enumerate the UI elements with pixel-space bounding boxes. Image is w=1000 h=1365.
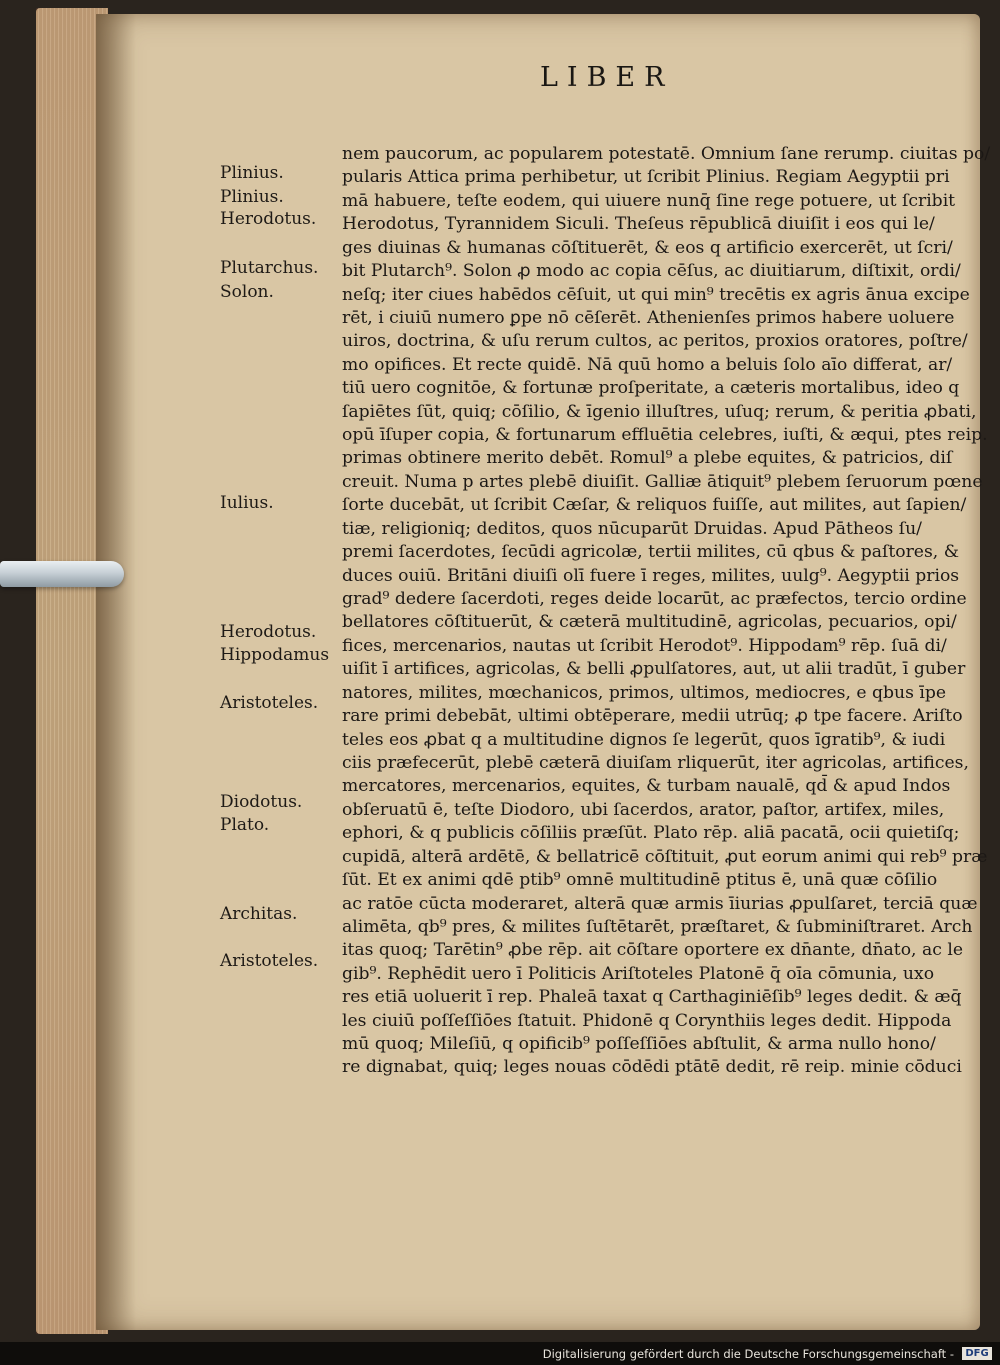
text-line: tiæ, religioniq; deditos, quos nūcuparūt Druidas. Apud Pātheos ſu/ (342, 518, 922, 539)
text-line: natores, milites, mœchanicos, primos, ultimos, mediocres, e qbus īpe (342, 682, 947, 703)
text-line: neſq; iter ciues habēdos cēſuit, ut qui min⁹ trecētis ex agris ānua excipe (342, 284, 970, 305)
dfg-logo: DFG (962, 1347, 992, 1360)
digitization-footer (0, 1342, 1000, 1365)
text-line: bit Plutarch⁹. Solon ꝓ modo ac copia cēſus, ac diuitiarum, diſtixit, ordi/ (342, 261, 961, 282)
text-line: ſūt. Et ex animi qdē ptib⁹ omnē multitudinē ptitus ē, unā quæ cōſilio (342, 870, 938, 891)
text-line: pularis Attica prima perhibetur, ut ſcribit Plinius. Regiam Aegyptii pri (342, 167, 950, 188)
text-line: ac ratōe cūcta moderaret, alterā quæ armis īiurias ꝓpulſaret, terciā quæ (342, 893, 978, 914)
text-line: ephori, & q publicis cōſiliis præſūt. Plato rēp. aliā pacatā, ocii quietiſq; (342, 823, 960, 844)
margin-note: Aristoteles. (220, 693, 319, 713)
text-line: alimēta, qb⁹ pres, & milites ſuſtētarēt, præſtaret, & ſubminiſtraret. Arch (342, 916, 973, 937)
margin-note: Solon. (220, 282, 274, 302)
footer-credit: Digitalisierung gefördert durch die Deutsche Forschungsgemeinschaft - (542, 1347, 954, 1361)
text-line: uiſit ī artifices, agricolas, & belli ꝓpulſatores, aut, ut alii tradūt, ī guber (342, 659, 966, 680)
text-line: grad⁹ dedere ſacerdoti, reges deide locarūt, ac præfectos, tercio ordine (342, 589, 967, 610)
text-line: mā habuere, teſte eodem, qui uiuere nunq̄ ſine rege potuere, ut ſcribit (342, 190, 956, 211)
running-head: LIBER (540, 62, 674, 93)
margin-note: Aristoteles. (220, 951, 319, 971)
spine-shadow (96, 14, 136, 1330)
margin-note: Plato. (220, 815, 270, 835)
text-line: ſapiētes ſūt, quiq; cōſilio, & īgenio illuſtres, uſuq; rerum, & peritia ꝓbati, (342, 401, 977, 422)
text-line: ſorte ducebāt, ut ſcribit Cæſar, & reliquos fuiſſe, aut milites, aut ſapien/ (342, 495, 967, 516)
text-line: ciis præfecerūt, plebē cæterā diuiſam rliquerūt, iter agricolas, artifices, (342, 752, 969, 773)
text-line: opū īſuper copia, & fortunarum effluētia celebres, iuſti, & æqui, ptes reip. (342, 425, 988, 446)
text-line: mū quoq; Mileſiū, q opificib⁹ poſſeſſiōes abſtulit, & arma nullo hono/ (342, 1034, 936, 1055)
text-line: re dignabat, quiq; leges nouas cōdēdi ptātē dedit, rē reip. minie cōduci (342, 1057, 962, 1078)
text-line: ges diuinas & humanas cōſtituerēt, & eos q artificio exercerēt, ut ſcri/ (342, 237, 953, 258)
margin-note: Herodotus. (220, 209, 317, 229)
text-line: rēt, i ciuiū numero ꝑpe nō cēſerēt. Athenienſes primos habere uoluere (342, 307, 955, 328)
margin-note: Plutarchus. (220, 258, 319, 278)
text-line: itas quoq; Tarētin⁹ ꝓbe rēp. ait cōſtare oportere ex dn̄ante, dn̄ato, ac le (342, 940, 963, 961)
text-line: gib⁹. Rephēdit uero ī Politicis Ariſtoteles Platonē q̄ oīa cōmunia, uxo (342, 963, 935, 984)
margin-note: Plinius. (220, 163, 284, 183)
text-line: premi ſacerdotes, ſecūdi agricolæ, tertii milites, cū qbus & paſtores, & (342, 542, 960, 563)
text-line: obſeruatū ē, teſte Diodoro, ubi ſacerdos, arator, paſtor, artifex, miles, (342, 799, 945, 820)
text-line: fices, mercenarios, nautas ut ſcribit Herodot⁹. Hippodam⁹ rēp. ſuā di/ (342, 635, 947, 656)
text-line: mercatores, mercenarios, equites, & turbam naualē, qd̄ & apud Indos (342, 776, 951, 797)
text-line: teles eos ꝓbat q a multitudine dignos ſe legerūt, quos īgratib⁹, & iudi (342, 729, 946, 750)
margin-note: Diodotus. (220, 792, 303, 812)
text-line: tiū uero cognitōe, & fortunæ proſperitate, a cæteris mortalibus, ideo q (342, 378, 960, 399)
margin-note: Herodotus. (220, 622, 317, 642)
text-line: bellatores cōſtituerūt, & cæterā multitudinē, agricolas, pecuarios, opi/ (342, 612, 957, 633)
bookmark-strip (0, 561, 124, 587)
text-line: les ciuiū poſſeſſiōes ſtatuit. Phidonē q Corynthiis leges dedit. Hippoda (342, 1010, 952, 1031)
text-line: rare primi debebāt, ultimi obtēperare, medii utrūq; ꝓ tpe facere. Ariſto (342, 706, 963, 727)
text-line: res etiā uoluerit ī rep. Phaleā taxat q Carthaginiēſib⁹ leges dedit. & æq̄ (342, 987, 962, 1008)
text-line: creuit. Numa p artes plebē diuiſit. Galliæ ātiquit⁹ plebem ſeruorum pœne (342, 471, 983, 492)
text-line: nem paucorum, ac popularem potestatē. Omnium ſane rerump. ciuitas po/ (342, 144, 991, 164)
text-line: Herodotus, Tyrannidem Siculi. Theſeus rēpublicā diuiſit i eos qui le/ (342, 214, 935, 235)
margin-note: Architas. (220, 904, 298, 924)
text-line: duces ouiū. Britāni diuiſi olī fuere ī reges, milites, uulg⁹. Aegyptii prios (342, 565, 960, 586)
text-line: uiros, doctrina, & uſu rerum cultos, ac peritos, proxios oratores, poſtre/ (342, 331, 968, 352)
text-line: cupidā, alterā ardētē, & bellatricē cōſtituit, ꝓut eorum animi qui reb⁹ præ (342, 846, 988, 867)
text-line: mo opifices. Et recte quidē. Nā quū homo a beluis ſolo aīo differat, ar/ (342, 354, 953, 375)
margin-note: Iulius. (220, 493, 274, 513)
text-line: primas obtinere merito debēt. Romul⁹ a plebe equites, & patricios, diſ (342, 448, 953, 469)
margin-note: Hippodamus (220, 645, 330, 665)
margin-note: Plinius. (220, 187, 284, 207)
body-text (342, 143, 991, 1080)
